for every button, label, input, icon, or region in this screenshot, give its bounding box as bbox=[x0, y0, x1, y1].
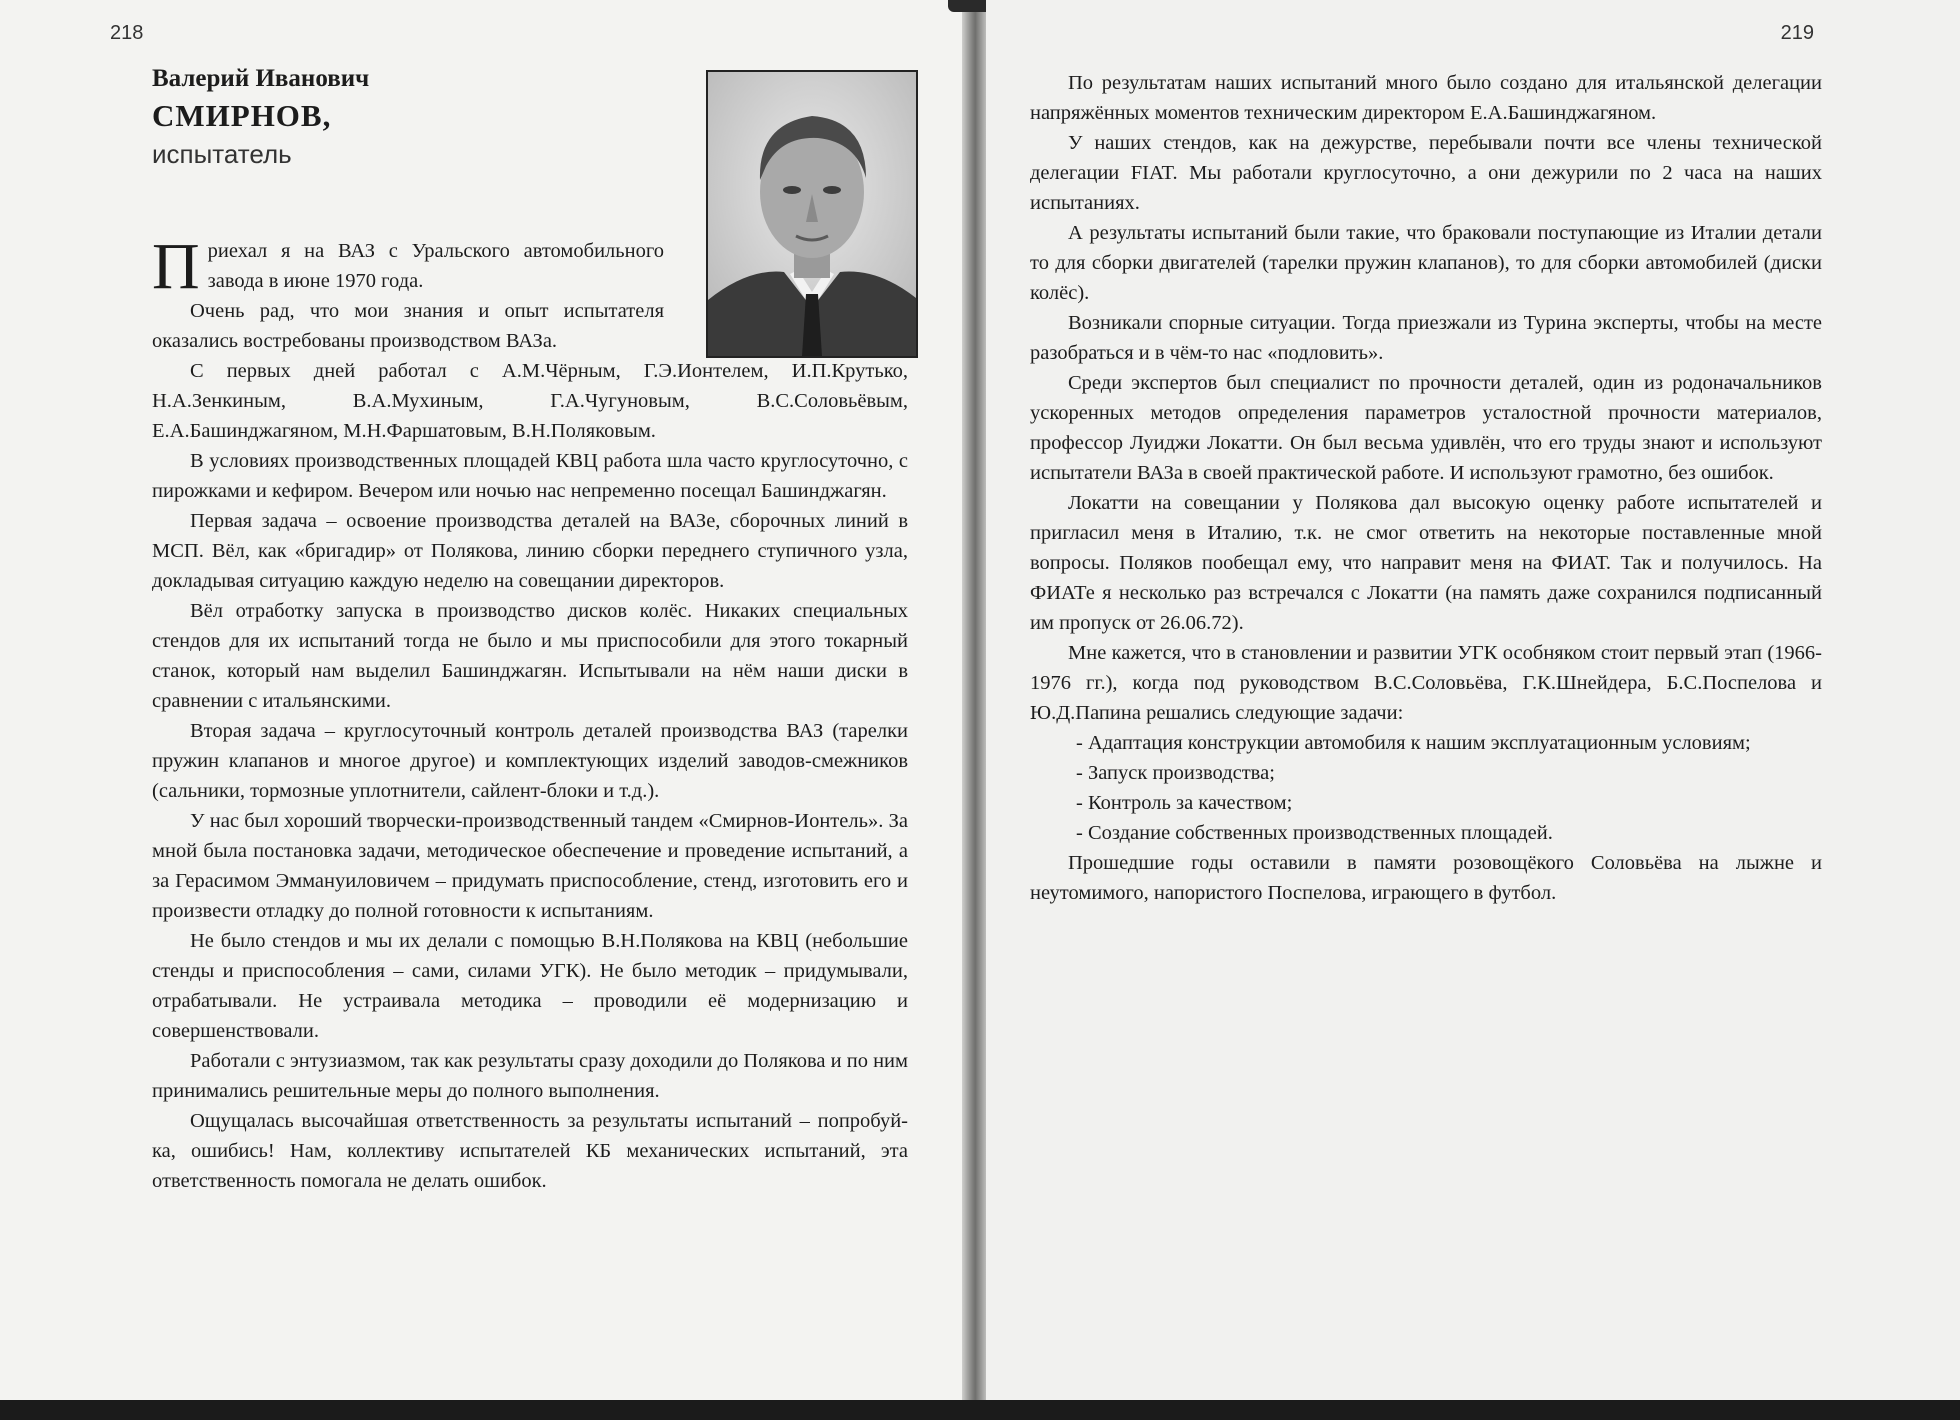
paragraph: Первая задача – освоение производства деталей на ВАЗе, сборочных линий в МСП. Вёл, как «бригадир» от Полякова, линию сборки переднего ступичного узла, докладывая ситуацию каждую неделю на совещании директоров. bbox=[152, 510, 908, 592]
paragraph: Прошедшие годы оставили в памяти розовощёкого Соловьёва на лыжне и неутомимого, напористого Поспелова, играющего в футбол. bbox=[1030, 852, 1822, 904]
paragraph: С первых дней работал с А.М.Чёрным, Г.Э.Ионтелем, И.П.Крутько, Н.А.Зенкиным, В.А.Мухиным, Г.А.Чугуновым, В.С.Соловьёвым, Е.А.Башинджагяном, М.Н.Фаршатовым, В.Н.Поляковым. bbox=[152, 360, 908, 442]
right-text-column bbox=[1030, 68, 1822, 908]
paragraph: Локатти на совещании у Полякова дал высокую оценку работе испытателей и пригласил меня в Италию, т.к. не смог ответить на некоторые поставленные мной вопросы. Поляков пообещал ему, что направит меня на ФИАТ. Так и получилось. На ФИАТе я несколько раз встречался с Локатти (на память даже сохранился подписанный им пропуск от 26.06.72). bbox=[1030, 492, 1822, 634]
paragraph: Не было стендов и мы их делали с помощью В.Н.Полякова на КВЦ (небольшие стенды и приспособления – сами, силами УГК). Не было методик – придумывали, отрабатывали. Не устраивала методика – проводили её модернизацию и совершенствовали. bbox=[152, 930, 908, 1042]
paragraph: А результаты испытаний были такие, что браковали поступающие из Италии детали то для сборки двигателей (тарелки пружин клапанов), то для сборки автомобилей (диски колёс). bbox=[1030, 222, 1822, 304]
paragraph: В условиях производственных площадей КВЦ работа шла часто круглосуточно, с пирожками и кефиром. Вечером или ночью нас непременно посещал Башинджагян. bbox=[152, 450, 908, 502]
book-gutter bbox=[962, 0, 986, 1400]
author-first-names: Валерий Иванович bbox=[152, 65, 370, 92]
author-heading bbox=[152, 62, 672, 172]
paragraph: У наших стендов, как на дежурстве, перебывали почти все члены технической делегации FIAT. Мы работали круглосуточно, а они дежурили по 2 часа на наших испытаниях. bbox=[1030, 132, 1822, 214]
paragraph: Вёл отработку запуска в производство дисков колёс. Никаких специальных стендов для их испытаний тогда не было и мы приспособили для этого токарный станок, который нам выделил Башинджагян. Испытывали на нём наши диски в сравнении с итальянскими. bbox=[152, 600, 908, 712]
paragraph: Возникали спорные ситуации. Тогда приезжали из Турина эксперты, чтобы на месте разобраться и в чём-то нас «подловить». bbox=[1030, 312, 1822, 364]
book-bottom-edge bbox=[0, 1400, 1960, 1420]
paragraph: У нас был хороший творчески-производственный тандем «Смирнов-Ионтель». За мной была постановка задачи, методическое обеспечение и проведение испытаний, а за Герасимом Эммануиловичем – придумать приспособление, стенд, изготовить его и произвести отладку до полной готовности к испытаниям. bbox=[152, 810, 908, 922]
paragraph: По результатам наших испытаний много было создано для итальянской делегации напряжённых моментов техническим директором Е.А.Башинджагяном. bbox=[1030, 72, 1822, 124]
paragraph: Среди экспертов был специалист по прочности деталей, один из родоначальников ускоренных методов определения параметров усталостной прочности материалов, профессор Луиджи Локатти. Он был весьма удивлён, что его труды знают и используют испытатели ВАЗа в своей практической работе. И используют грамотно, без ошибок. bbox=[1030, 372, 1822, 484]
left-text-column bbox=[152, 230, 908, 1196]
author-role: испытатель bbox=[152, 139, 292, 169]
page-number-left: 218 bbox=[110, 22, 144, 44]
list-item: - Создание собственных производственных площадей. bbox=[1076, 822, 1553, 844]
paragraph: Очень рад, что мои знания и опыт испытателя оказались востребованы производством ВАЗа. bbox=[152, 300, 664, 352]
intro-text: риехал я на ВАЗ с Уральского автомобильного завода в июне 1970 года. bbox=[207, 240, 664, 292]
paragraph: Ощущалась высочайшая ответственность за результаты испытаний – попробуй-ка, ошибись! Нам, коллективу испытателей КБ механических испытаний, эта ответственность помогала не делать ошибок. bbox=[152, 1110, 908, 1192]
intro-paragraph bbox=[152, 230, 664, 303]
list-item: - Контроль за качеством; bbox=[1076, 792, 1293, 814]
paragraph: Вторая задача – круглосуточный контроль деталей производства ВАЗ (тарелки пружин клапанов и многое другое) и комплектующих изделий заводов-смежников (сальники, тормозные уплотнители, сайлент-блоки и т.д.). bbox=[152, 720, 908, 802]
paragraph: Работали с энтузиазмом, так как результаты сразу доходили до Полякова и по ним принимались решительные меры до полного выполнения. bbox=[152, 1050, 908, 1102]
page-number-right: 219 bbox=[1780, 22, 1814, 44]
list-item: - Запуск производства; bbox=[1076, 762, 1275, 784]
left-page bbox=[0, 0, 962, 1400]
author-surname: СМИРНОВ, bbox=[152, 98, 332, 133]
list-item: - Адаптация конструкции автомобиля к нашим эксплуатационным условиям; bbox=[1076, 732, 1751, 754]
drop-cap: П bbox=[152, 230, 200, 303]
paragraph: Мне кажется, что в становлении и развитии УГК особняком стоит первый этап (1966-1976 гг.), когда под руководством В.С.Соловьёва, Г.К.Шнейдера, Б.С.Поспелова и Ю.Д.Папина решались следующие задачи: bbox=[1030, 642, 1822, 724]
